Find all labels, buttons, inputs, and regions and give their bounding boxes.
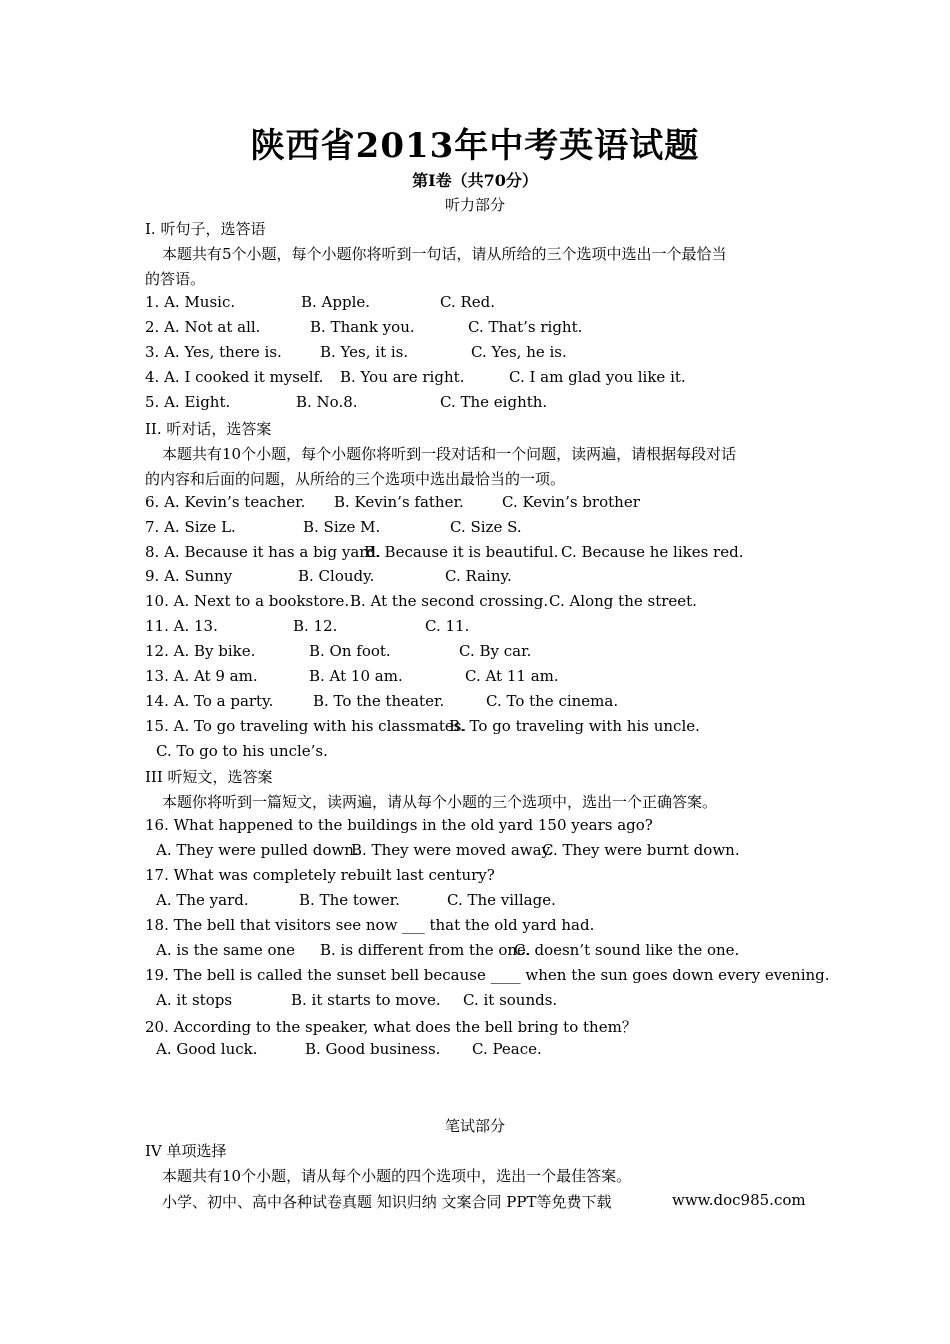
question-4-option-b: B. You are right. [340, 368, 465, 386]
question-17-option-b: B. The tower. [299, 891, 400, 909]
question-12-option-c: C. By car. [459, 642, 532, 660]
question-18-stem: 18. The bell that visitors see now ___ that the old yard had. [145, 916, 595, 934]
question-5-option-a: 5. A. Eight. [145, 393, 231, 411]
question-8-option-a: 8. A. Because it has a big yard. [145, 543, 381, 561]
question-20-stem: 20. According to the speaker, what does the bell bring to them？ [145, 1018, 637, 1036]
question-3-option-c: C. Yes, he is. [471, 343, 567, 361]
question-9-option-b: B. Cloudy. [298, 567, 375, 585]
footer-text: 小学、初中、高中各种试卷真题 知识归纳 文案合同 PPT等免费下载 [162, 1193, 612, 1211]
question-17-option-a: A. The yard. [156, 891, 249, 909]
question-6-option-a: 6. A. Kevin’s teacher. [145, 493, 306, 511]
section-1-instruction-cont: 的答语。 [145, 270, 206, 288]
question-1-option-b: B. Apple. [301, 293, 371, 311]
question-10-option-c: C. Along the street. [549, 592, 697, 610]
section-3-heading: III 听短文，选答案 [145, 768, 273, 786]
question-15-option-a: 15. A. To go traveling with his classmates. [145, 717, 467, 735]
section-1-instruction: 本题共有5个小题，每个小题你将听到一句话，请从所给的三个选项中选出一个最恰当 [162, 245, 727, 263]
question-14-option-b: B. To the theater. [313, 692, 445, 710]
question-11-option-a: 11. A. 13. [145, 617, 218, 635]
question-6-option-c: C. Kevin’s brother [502, 493, 640, 511]
question-18-option-c: C. doesn’t sound like the one. [514, 941, 740, 959]
question-2-option-c: C. That’s right. [468, 318, 583, 336]
question-7-option-c: C. Size S. [450, 518, 522, 536]
question-14-option-c: C. To the cinema. [486, 692, 619, 710]
question-12-option-a: 12. A. By bike. [145, 642, 256, 660]
question-4-option-c: C. I am glad you like it. [509, 368, 686, 386]
question-13-option-c: C. At 11 am. [465, 667, 559, 685]
section-2-heading: II. 听对话，选答案 [145, 420, 272, 438]
section-2-instruction: 本题共有10个小题，每个小题你将听到一段对话和一个问题，读两遍，请根据每段对话 [162, 445, 737, 463]
section-3-instruction: 本题你将听到一篇短文，读两遍，请从每个小题的三个选项中，选出一个正确答案。 [162, 793, 718, 811]
question-11-option-c: C. 11. [425, 617, 470, 635]
question-18-option-b: B. is different from the one. [320, 941, 531, 959]
question-18-option-a: A. is the same one [156, 941, 296, 959]
question-16-stem: 16. What happened to the buildings in the old yard 150 years ago? [145, 816, 653, 834]
question-4-option-a: 4. A. I cooked it myself. [145, 368, 324, 386]
question-16-option-a: A. They were pulled down. [156, 841, 359, 859]
question-19-option-c: C. it sounds. [463, 991, 558, 1009]
question-19-option-b: B. it starts to move. [291, 991, 441, 1009]
section-2-instruction-cont: 的内容和后面的问题，从所给的三个选项中选出最恰当的一项。 [145, 470, 566, 488]
page-title: 陕西省2013年中考英语试题 [250, 126, 700, 166]
question-5-option-b: B. No.8. [296, 393, 358, 411]
question-13-option-b: B. At 10 am. [309, 667, 403, 685]
section-1-heading: I. 听句子，选答语 [145, 220, 266, 238]
question-17-option-c: C. The village. [447, 891, 556, 909]
question-3-option-a: 3. A. Yes, there is. [145, 343, 282, 361]
footer-url-link[interactable]: www.doc985.com [672, 1191, 806, 1209]
question-12-option-b: B. On foot. [309, 642, 391, 660]
question-1-option-c: C. Red. [440, 293, 496, 311]
question-13-option-a: 13. A. At 9 am. [145, 667, 258, 685]
question-7-option-b: B. Size M. [303, 518, 381, 536]
section-4-heading: IV 单项选择 [145, 1142, 227, 1160]
question-17-stem: 17. What was completely rebuilt last century? [145, 866, 495, 884]
page-subtitle: 第I卷（共70分） [412, 171, 538, 190]
question-9-option-a: 9. A. Sunny [145, 567, 233, 585]
question-7-option-a: 7. A. Size L. [145, 518, 236, 536]
question-8-option-c: C. Because he likes red. [561, 543, 744, 561]
listening-heading: 听力部分 [444, 196, 505, 214]
question-16-option-b: B. They were moved away. [351, 841, 553, 859]
question-5-option-c: C. The eighth. [440, 393, 548, 411]
section-4-instruction: 本题共有10个小题，请从每个小题的四个选项中，选出一个最佳答案。 [162, 1167, 632, 1185]
written-heading: 笔试部分 [444, 1117, 505, 1135]
question-14-option-a: 14. A. To a party. [145, 692, 274, 710]
question-6-option-b: B. Kevin’s father. [334, 493, 464, 511]
question-20-option-b: B. Good business. [305, 1040, 441, 1058]
question-15-option-b: B. To go traveling with his uncle. [449, 717, 700, 735]
question-15-option-c: C. To go to his uncle’s. [156, 742, 328, 760]
question-8-option-b: B. Because it is beautiful. [364, 543, 559, 561]
question-1-option-a: 1. A. Music. [145, 293, 236, 311]
question-2-option-a: 2. A. Not at all. [145, 318, 261, 336]
question-19-stem: 19. The bell is called the sunset bell because ____ when the sun goes down every evening. [145, 966, 830, 984]
question-20-option-c: C. Peace. [472, 1040, 542, 1058]
question-9-option-c: C. Rainy. [445, 567, 512, 585]
question-10-option-b: B. At the second crossing. [350, 592, 549, 610]
question-10-option-a: 10. A. Next to a bookstore. [145, 592, 350, 610]
question-20-option-a: A. Good luck. [156, 1040, 258, 1058]
question-3-option-b: B. Yes, it is. [320, 343, 409, 361]
question-19-option-a: A. it stops [156, 991, 233, 1009]
question-2-option-b: B. Thank you. [310, 318, 415, 336]
question-11-option-b: B. 12. [293, 617, 338, 635]
question-16-option-c: C. They were burnt down. [542, 841, 740, 859]
